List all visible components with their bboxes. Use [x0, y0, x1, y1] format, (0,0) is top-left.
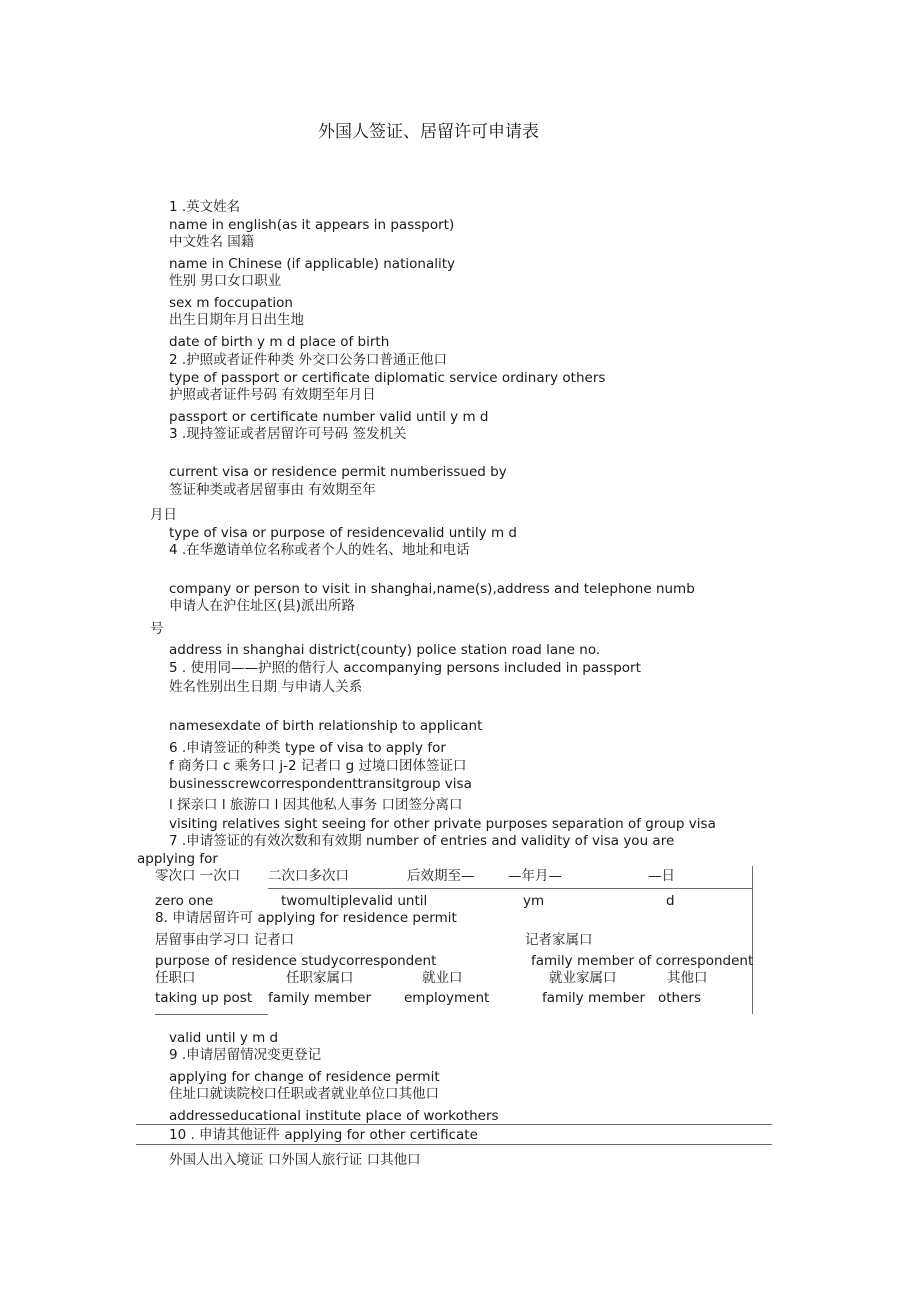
valid-year-month: ym [523, 893, 545, 909]
entries-divider-line [268, 888, 753, 889]
purpose-study-correspondent-cn: 居留事由学习口 记者口 [155, 932, 295, 948]
taking-up-post: taking up post [155, 990, 253, 1006]
valid-day-cn: —日 [648, 868, 675, 884]
post-family-member-cn: 任职家属口 [286, 970, 354, 986]
section-10-heading: 10 . 申请其他证件 applying for other certificate [169, 1127, 478, 1143]
birth-label: date of birth y m d place of birth [169, 334, 390, 350]
entries-two-multiple: twomultiplevalid until [281, 893, 428, 909]
valid-year-month-cn: —年月— [508, 868, 562, 884]
section-6-heading: 6 .申请签证的种类 type of visa to apply for [169, 740, 446, 756]
section-5-heading: 5 . 使用同——护照的偕行人 accompanying persons included in passport [169, 660, 641, 676]
section-4-heading: 4 .在华邀请单位名称或者个人的姓名、地址和电话 [169, 542, 470, 558]
birth-label-cn: 出生日期年月日出生地 [169, 312, 304, 328]
entries-two-multiple-cn: 二次口多次口 [268, 868, 349, 884]
accompanying-persons-label-cn: 姓名性别出生日期 与申请人关系 [169, 679, 363, 695]
change-options-cn: 住址口就读院校口任职或者就业单位口其他口 [169, 1086, 439, 1102]
entries-zero-one: zero one [155, 893, 214, 909]
chinese-name-nationality-label-cn: 中文姓名 国籍 [169, 234, 255, 250]
others: others [658, 990, 701, 1006]
residence-valid-until: valid until y m d [169, 1030, 279, 1046]
section-10-bottom-rule [136, 1144, 772, 1145]
change-options: addresseducational institute place of workothers [169, 1108, 499, 1124]
others-cn: 其他口 [667, 970, 708, 986]
other-certificate-options-cn: 外国人出入境证 口外国人旅行证 口其他口 [169, 1152, 421, 1168]
sex-occupation-label: sex m foccupation [169, 295, 293, 311]
shanghai-address-label-cn: 申请人在沪住址区(县)派出所路 [169, 598, 356, 614]
page-title: 外国人签证、居留许可申请表 [318, 122, 539, 142]
shanghai-address-label: address in shanghai district(county) police station road lane no. [169, 642, 601, 658]
passport-number-label-cn: 护照或者证件号码 有效期至年月日 [169, 387, 376, 403]
valid-day: d [666, 893, 675, 909]
post-family-member: family member [268, 990, 371, 1006]
residence-divider-line [155, 1014, 268, 1015]
entries-zero-one-cn: 零次口 一次口 [155, 868, 241, 884]
section-2-heading: 2 .护照或者证件种类 外交口公务口普通正他口 [169, 352, 447, 368]
employment-family-member: family member [542, 990, 645, 1006]
visa-type-label-cn: 签证种类或者居留事由 有效期至年 [169, 482, 376, 498]
section-8-heading: 8. 申请居留许可 applying for residence permit [155, 910, 457, 926]
section-7-heading-cont: applying for [137, 851, 218, 867]
visa-types-row-2-cn: l 探亲口 l 旅游口 l 因其他私人事务 口团签分离口 [169, 797, 463, 813]
entries-table-right-border [752, 866, 753, 1014]
shanghai-address-label-cn-cont: 号 [150, 621, 164, 637]
valid-until-cn: 后效期至— [407, 868, 475, 884]
accompanying-persons-label: namesexdate of birth relationship to applicant [169, 718, 483, 734]
visa-types-row-2: visiting relatives sight seeing for other private purposes separation of group visa [169, 816, 716, 832]
sex-occupation-label-cn: 性别 男口女口职业 [169, 273, 282, 289]
taking-up-post-cn: 任职口 [155, 970, 196, 986]
section-9-heading: 9 .申请居留情况变更登记 [169, 1047, 322, 1063]
section-1-heading: 1 .英文姓名 [169, 199, 241, 215]
english-name-label: name in english(as it appears in passport) [169, 217, 455, 233]
current-visa-label: current visa or residence permit numberissued by [169, 464, 507, 480]
chinese-name-nationality-label: name in Chinese (if applicable) nationality [169, 256, 455, 272]
section-7-heading: 7 .申请签证的有效次数和有效期 number of entries and validity of visa you are [169, 833, 675, 849]
purpose-study-correspondent: purpose of residence studycorrespondent [155, 953, 437, 969]
section-10-top-rule [136, 1124, 772, 1125]
visa-type-label: type of visa or purpose of residencevalid untily m d [169, 525, 517, 541]
purpose-correspondent-family: family member of correspondent [531, 953, 754, 969]
purpose-correspondent-family-cn: 记者家属口 [525, 932, 593, 948]
passport-number-label: passport or certificate number valid until y m d [169, 409, 489, 425]
inviting-company-label: company or person to visit in shanghai,name(s),address and telephone numb [169, 581, 695, 597]
visa-types-row-1-cn: f 商务口 c 乘务口 j-2 记者口 g 过境口团体签证口 [169, 758, 467, 774]
section-3-heading: 3 .现持签证或者居留许可号码 签发机关 [169, 426, 407, 442]
visa-types-row-1: businesscrewcorrespondenttransitgroup visa [169, 776, 472, 792]
employment: employment [404, 990, 490, 1006]
employment-family-member-cn: 就业家属口 [549, 970, 617, 986]
employment-cn: 就业口 [422, 970, 463, 986]
visa-type-label-cn-cont: 月日 [150, 507, 177, 523]
passport-type-label: type of passport or certificate diplomatic service ordinary others [169, 370, 606, 386]
change-of-residence-label: applying for change of residence permit [169, 1069, 440, 1085]
